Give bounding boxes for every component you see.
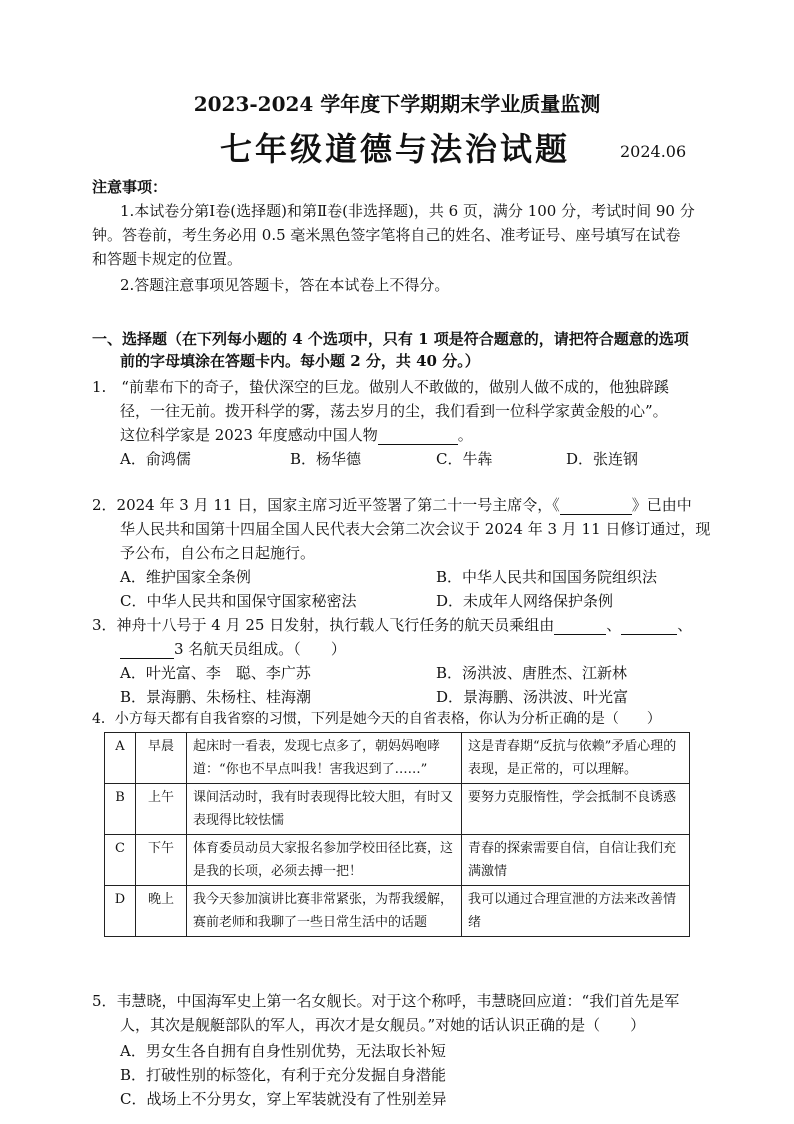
q2-option-a: A．维护国家全条例 xyxy=(120,568,251,586)
q3-stem-text: 3．神舟十八号于 4 月 25 日发射，执行载人飞行任务的航天员乘组由 xyxy=(92,616,555,634)
q3-stem-end: 3 名航天员组成。（ ） xyxy=(174,640,346,658)
q5-option-c: C．战场上不分男女，穿上军装就没有了性别差异 xyxy=(120,1090,447,1108)
q1-option-d: D．张连钢 xyxy=(566,450,639,468)
table-row xyxy=(105,886,690,937)
q3-option-d: D．景海鹏、汤洪波、叶光富 xyxy=(436,688,629,706)
q1-line-1: 1. “前辈布下的奇子，蛰伏深空的巨龙。做别人不敢做的，做别人做不成的，他独辟蹊 xyxy=(92,378,669,396)
answer-blank xyxy=(554,616,606,635)
answer-blank xyxy=(560,496,632,515)
q3-option-b: B．汤洪波、唐胜杰、江新林 xyxy=(436,664,628,682)
row-letter: C xyxy=(105,835,136,886)
q3-line-2 xyxy=(120,638,346,659)
q2-stem-end: 》已由中 xyxy=(631,496,692,514)
exam-date: 2024.06 xyxy=(620,142,687,161)
q2-line-3: 予公布，自公布之日起施行。 xyxy=(120,544,316,562)
row-event: 体育委员动员大家报名参加学校田径比赛，这是我的长项，必须去搏一把！ xyxy=(187,835,462,886)
note-1-line-a: 1.本试卷分第Ⅰ卷(选择题)和第Ⅱ卷(非选择题)，共 6 页，满分 100 分，考试时间 90 分 xyxy=(120,202,695,220)
notes-heading: 注意事项： xyxy=(92,178,168,196)
row-analysis: 这是青春期“反抗与依赖”矛盾心理的表现，是正常的，可以理解。 xyxy=(462,733,690,784)
q5-option-b: B．打破性别的标签化，有利于充分发掘自身潜能 xyxy=(120,1066,447,1084)
q2-line-2: 华人民共和国第十四届全国人民代表大会第二次会议于 2024 年 3 月 11 日修订通过，现 xyxy=(120,520,711,538)
row-time: 早晨 xyxy=(136,733,187,784)
answer-blank xyxy=(120,640,174,659)
section-1-line-2: 前的字母填涂在答题卡内。每小题 2 分，共 40 分。） xyxy=(120,352,480,370)
row-event: 起床时一看表，发现七点多了，朝妈妈咆哮道：“你也不早点叫我！害我迟到了……” xyxy=(187,733,462,784)
self-reflection-table xyxy=(104,732,690,937)
note-2: 2.答题注意事项见答题卡，答在本试卷上不得分。 xyxy=(120,276,450,294)
table-row xyxy=(105,784,690,835)
row-time: 下午 xyxy=(136,835,187,886)
q3-option-a: A．叶光富、李 聪、李广苏 xyxy=(120,664,311,682)
answer-blank xyxy=(378,426,458,445)
exam-title-line2: 七年级道德与法治试题 xyxy=(220,130,571,168)
row-time: 上午 xyxy=(136,784,187,835)
q3-separator: 、 xyxy=(606,616,622,634)
q4-stem: 4．小方每天都有自我省察的习惯，下列是她今天的自省表格，你认为分析正确的是（ ） xyxy=(92,711,661,727)
answer-blank xyxy=(621,616,677,635)
q2-option-d: D．未成年人网络保护条例 xyxy=(436,592,614,610)
row-letter: B xyxy=(105,784,136,835)
table-row xyxy=(105,733,690,784)
q1-option-a: A．俞鸿儒 xyxy=(120,450,191,468)
q1-line-3 xyxy=(120,424,473,445)
row-analysis: 要努力克服惰性，学会抵制不良诱惑 xyxy=(462,784,690,835)
q1-line-2: 径，一往无前。拨开科学的雾，荡去岁月的尘，我们看到一位科学家黄金般的心”。 xyxy=(120,402,668,420)
q1-option-c: C．牛犇 xyxy=(436,450,493,468)
row-time: 晚上 xyxy=(136,886,187,937)
row-letter: D xyxy=(105,886,136,937)
section-1-line-1: 一、选择题（在下列每小题的 4 个选项中，只有 1 项是符合题意的，请把符合题意的选项 xyxy=(92,330,689,348)
q2-option-b: B．中华人民共和国国务院组织法 xyxy=(436,568,658,586)
q5-line-1: 5．韦慧晓，中国海军史上第一名女舰长。对于这个称呼，韦慧晓回应道：“我们首先是军 xyxy=(92,992,680,1010)
row-analysis: 我可以通过合理宣泄的方法来改善情绪 xyxy=(462,886,690,937)
q2-line-1 xyxy=(92,494,692,515)
q5-option-a: A．男女生各自拥有自身性别优势，无法取长补短 xyxy=(120,1042,446,1060)
row-event: 我今天参加演讲比赛非常紧张，为帮我缓解，赛前老师和我聊了一些日常生活中的话题 xyxy=(187,886,462,937)
q2-option-c: C．中华人民共和国保守国家秘密法 xyxy=(120,592,357,610)
q2-stem-text: 2．2024 年 3 月 11 日，国家主席习近平签署了第二十一号主席令，《 xyxy=(92,496,560,514)
q3-option-c: B．景海鹏、朱杨柱、桂海潮 xyxy=(120,688,312,706)
row-event: 课间活动时，我有时表现得比较大胆，有时又表现得比较怯懦 xyxy=(187,784,462,835)
q1-stem-end: 。 xyxy=(457,426,473,444)
table-row xyxy=(105,835,690,886)
q1-option-b: B．杨华德 xyxy=(290,450,362,468)
note-1-line-b: 钟。答卷前，考生务必用 0.5 毫米黑色签字笔将自己的姓名、准考证号、座号填写在试卷 xyxy=(92,226,681,244)
q1-stem-text: 这位科学家是 2023 年度感动中国人物 xyxy=(120,426,378,444)
q5-line-2: 人，其次是舰艇部队的军人，再次才是女舰员。”对她的话认识正确的是（ ） xyxy=(120,1016,646,1034)
q3-separator: 、 xyxy=(677,616,693,634)
q3-line-1 xyxy=(92,614,692,635)
exam-title-line1: 2023-2024 学年度下学期期末学业质量监测 xyxy=(193,92,601,116)
note-1-line-c: 和答题卡规定的位置。 xyxy=(92,250,243,268)
row-analysis: 青春的探索需要自信，自信让我们充满激情 xyxy=(462,835,690,886)
row-letter: A xyxy=(105,733,136,784)
